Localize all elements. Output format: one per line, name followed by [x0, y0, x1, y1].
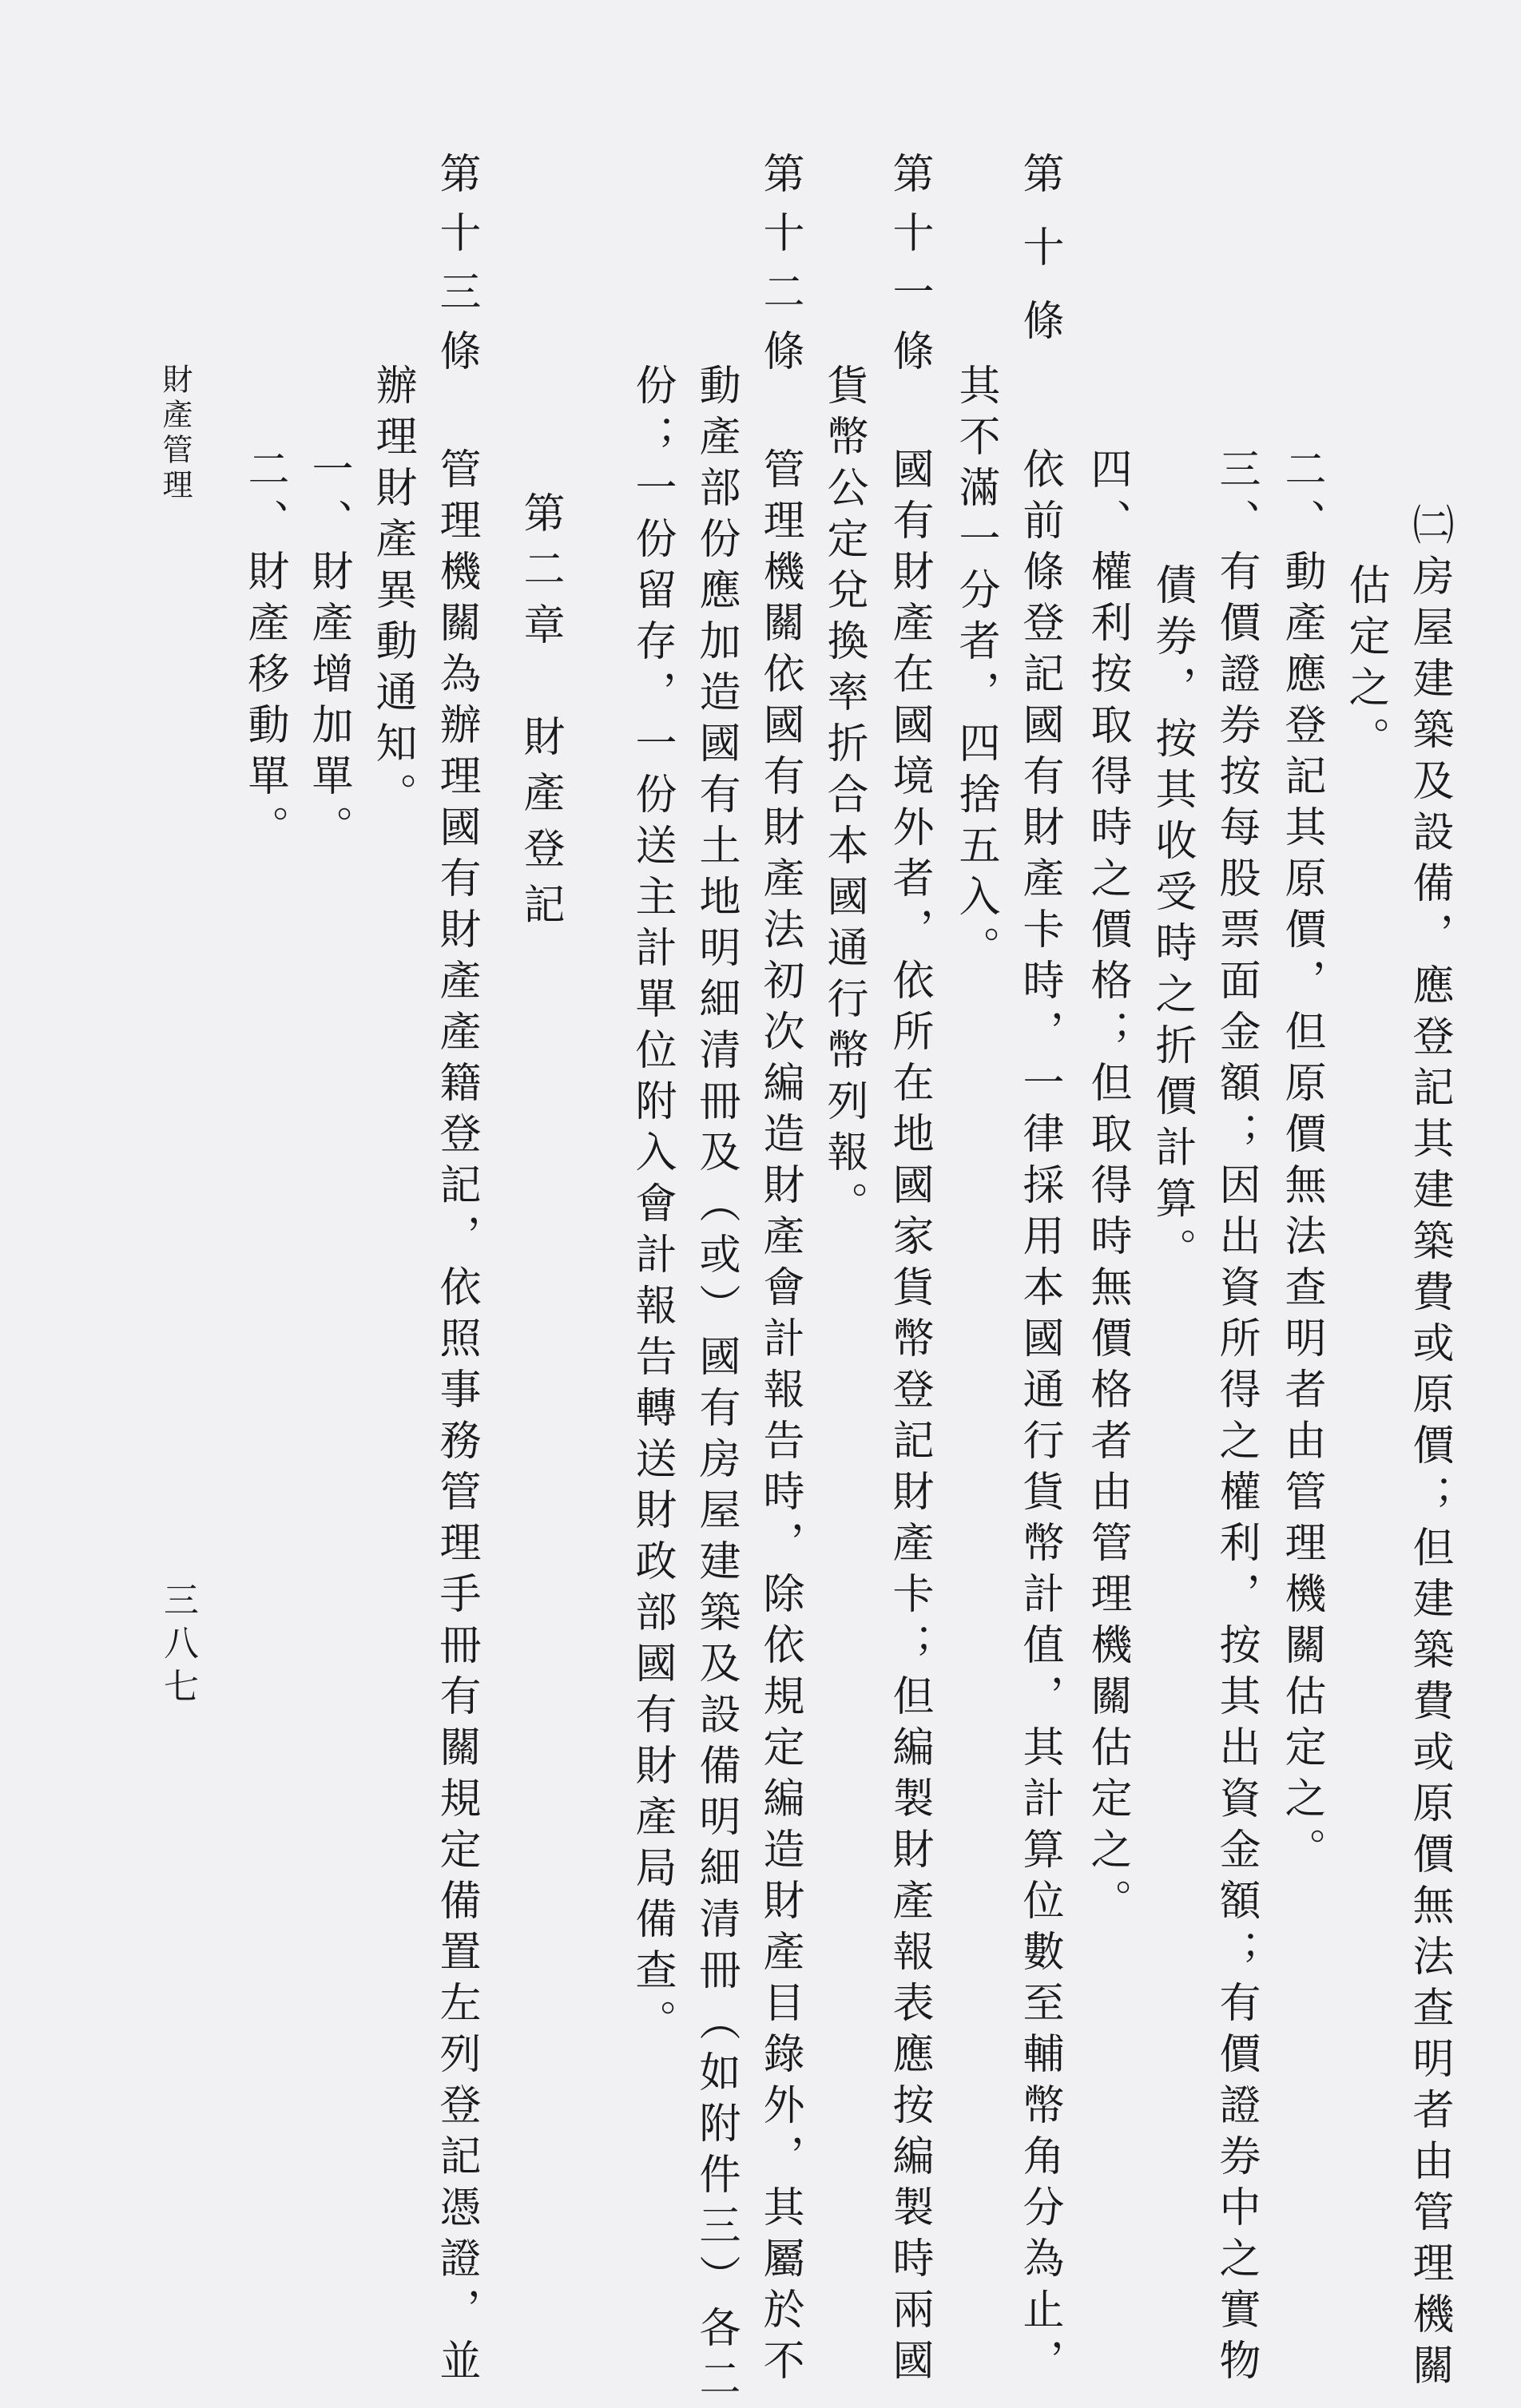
- text-line-16: 一、財產增加單。: [304, 447, 352, 856]
- text-line-5: 債券，按其收受時之折價計算。: [1148, 563, 1196, 1279]
- text-line-13: 份；一份留存，一份送主計單位附入會計報告轉送財政部國有財產局備查。: [628, 363, 676, 2050]
- text-line-8: 其不滿一分者，四捨五入。: [951, 363, 999, 977]
- article-10-heading: 第十條: [1015, 152, 1063, 372]
- text-line-17: 二、財產移動單。: [240, 447, 288, 856]
- text-line-3: 二、動產應登記其原價，但原價無法查明者由管理機關估定之。: [1277, 447, 1325, 1878]
- text-line-1: ㈡房屋建築及設備，應登記其建築費或原價；但建築費或原價無法查明者由管理機關: [1405, 503, 1453, 2394]
- text-line-6: 四、權利按取得時之價格；但取得時無價格者由管理機關估定之。: [1083, 447, 1131, 1930]
- text-line-2: 估定之。: [1341, 563, 1389, 768]
- chapter-heading: 第二章 財產登記: [516, 491, 564, 938]
- article-12-heading: 第十二條: [756, 152, 804, 388]
- text-line-7: 依前條登記國有財產卡時，一律採用本國通行貨幣計值，其計算位數至輔幣角分為止，: [1015, 447, 1063, 2390]
- article-13-heading: 第十三條: [432, 152, 480, 388]
- text-line-14: 管理機關為辦理國有財產產籍登記，依照事務管理手冊有關規定備置左列登記憑證，並: [432, 447, 480, 2390]
- article-11-heading: 第十一條: [885, 152, 933, 388]
- page-number: 三八七: [157, 1581, 198, 1711]
- text-line-4: 三、有價證券按每股票面金額；因出資所得之權利，按其出資金額；有價證券中之實物: [1212, 447, 1260, 2390]
- text-line-15: 辦理財產異動通知。: [368, 363, 416, 823]
- running-footer-title: 財產管理: [157, 363, 193, 504]
- text-line-10: 貨幣公定兌換率折合本國通行幣列報。: [820, 363, 868, 1232]
- text-line-9: 國有財產在國境外者，依所在地國家貨幣登記財產卡；但編製財產報表應按編製時兩國: [885, 447, 933, 2390]
- text-line-11: 管理機關依國有財產法初次編造財產會計報告時，除依規定編造財產目錄外，其屬於不: [756, 447, 804, 2390]
- text-line-12: 動產部份應加造國有土地明細清冊及（或）國有房屋建築及設備明細清冊（如附件三）各二: [692, 363, 740, 2408]
